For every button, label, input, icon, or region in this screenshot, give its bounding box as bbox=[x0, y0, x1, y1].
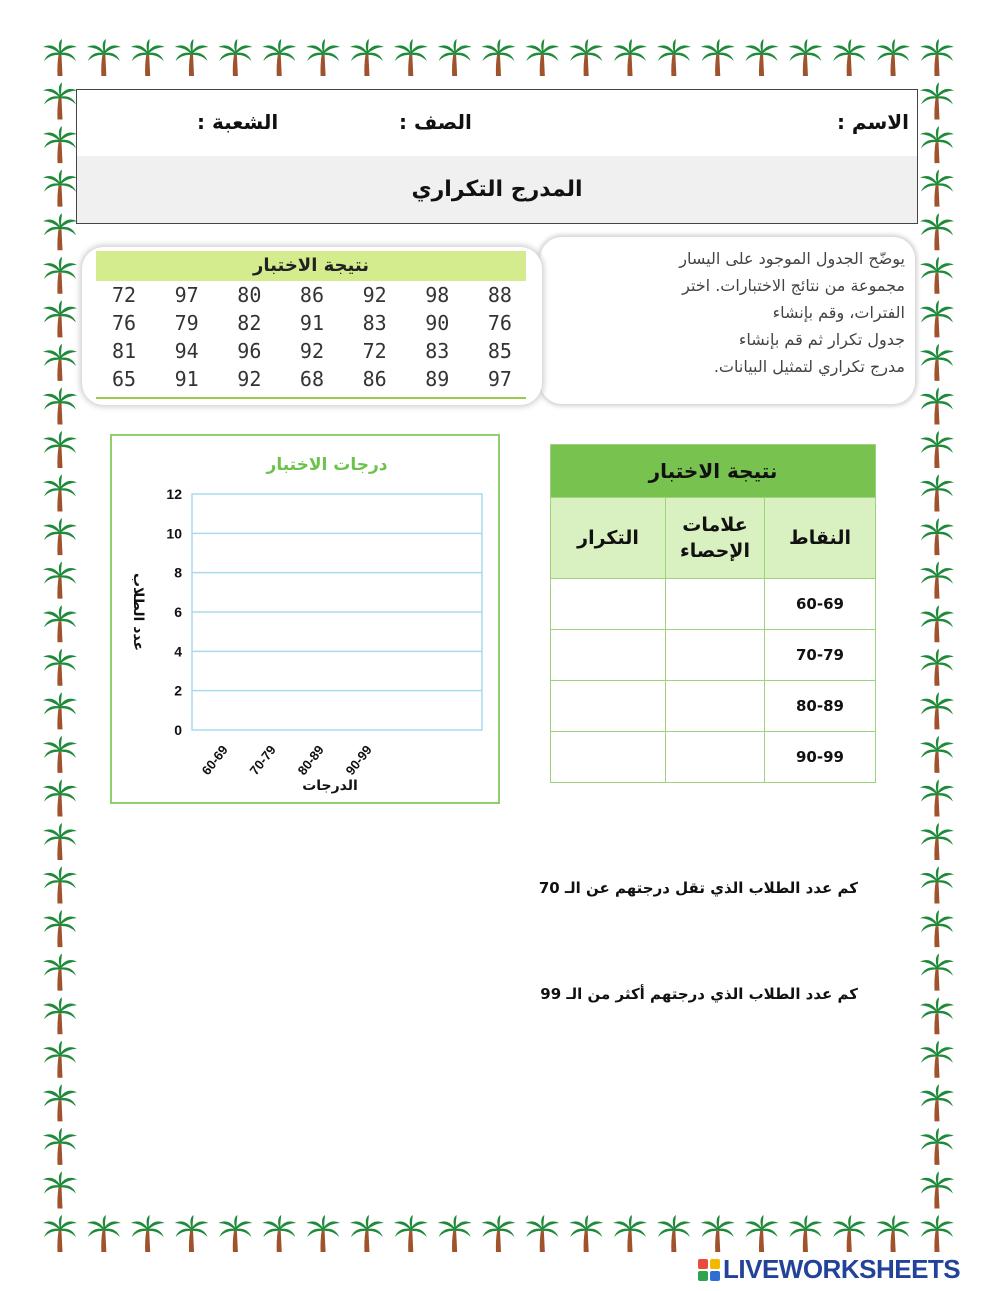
y-tick-label: 6 bbox=[174, 604, 182, 620]
table-row bbox=[551, 579, 876, 630]
palm-tree-icon bbox=[87, 39, 121, 76]
palm-tree-icon bbox=[920, 39, 954, 76]
frequency-input-cell[interactable] bbox=[551, 681, 666, 732]
palm-tree-icon bbox=[482, 39, 516, 76]
liveworksheets-logo-icon bbox=[698, 1259, 720, 1281]
palm-tree-icon bbox=[175, 39, 209, 76]
x-tick-label: 60-69 bbox=[198, 742, 231, 778]
palm-tree-icon bbox=[876, 1215, 910, 1252]
score-value: 65 bbox=[112, 367, 137, 391]
palm-tree-icon bbox=[701, 1215, 735, 1252]
palm-tree-icon bbox=[920, 1041, 954, 1078]
score-value: 72 bbox=[362, 339, 387, 363]
palm-tree-icon bbox=[43, 300, 77, 337]
score-value: 76 bbox=[112, 311, 137, 335]
palm-tree-icon bbox=[306, 39, 340, 76]
frequency-input-cell[interactable] bbox=[551, 579, 666, 630]
x-tick-label: 70-79 bbox=[246, 742, 279, 778]
palm-tree-icon bbox=[920, 1215, 954, 1252]
y-tick-label: 8 bbox=[174, 564, 182, 581]
palm-tree-icon bbox=[613, 1215, 647, 1252]
histogram-svg bbox=[112, 436, 498, 802]
instruction-line: يوضّح الجدول الموجود على اليسار bbox=[679, 249, 905, 268]
palm-tree-icon bbox=[920, 1128, 954, 1165]
section-label: الشعبة : bbox=[197, 110, 279, 134]
palm-tree-icon bbox=[525, 39, 559, 76]
score-value: 92 bbox=[237, 367, 262, 391]
page-title: المدرج التكراري bbox=[76, 156, 918, 224]
points-header: النقاط bbox=[765, 498, 876, 579]
palm-tree-icon bbox=[43, 83, 77, 120]
score-value: 90 bbox=[425, 311, 450, 335]
frequency-table-title: نتيجة الاختبار bbox=[551, 445, 876, 498]
score-value: 86 bbox=[362, 367, 387, 391]
y-tick-label: 0 bbox=[174, 722, 182, 738]
histogram-chart bbox=[110, 434, 500, 804]
palm-tree-icon bbox=[920, 692, 954, 729]
palm-tree-icon bbox=[87, 1215, 121, 1252]
frequency-table bbox=[550, 444, 876, 783]
palm-tree-icon bbox=[920, 1171, 954, 1208]
score-value: 83 bbox=[362, 311, 387, 335]
brand-text: LIVEWORKSHEETS bbox=[723, 1254, 961, 1284]
score-value: 80 bbox=[237, 283, 262, 307]
palm-tree-icon bbox=[43, 387, 77, 424]
table-row bbox=[551, 630, 876, 681]
data-row bbox=[96, 365, 526, 393]
range-cell: 80-89 bbox=[765, 681, 876, 732]
palm-tree-icon bbox=[43, 1084, 77, 1121]
palm-tree-icon bbox=[43, 475, 77, 512]
y-tick-label: 2 bbox=[174, 682, 182, 699]
table-row bbox=[551, 681, 876, 732]
palm-tree-icon bbox=[218, 1215, 252, 1252]
palm-tree-icon bbox=[745, 1215, 779, 1252]
palm-tree-icon bbox=[43, 910, 77, 947]
y-tick-label: 10 bbox=[166, 525, 182, 542]
palm-tree-icon bbox=[43, 1215, 77, 1252]
tally-header-line: الإحصاء bbox=[680, 540, 750, 562]
score-value: 91 bbox=[299, 311, 325, 335]
question-2: كم عدد الطلاب الذي درجتهم أكثر من الـ 99 bbox=[540, 985, 858, 1003]
tally-input-cell[interactable] bbox=[666, 732, 765, 783]
palm-tree-icon bbox=[920, 83, 954, 120]
instruction-line: جدول تكرار ثم قم بإنشاء bbox=[738, 330, 905, 349]
palm-tree-icon bbox=[613, 39, 647, 76]
palm-tree-icon bbox=[438, 39, 472, 76]
test-results-card bbox=[82, 247, 542, 405]
liveworksheets-brand bbox=[698, 1254, 960, 1285]
palm-tree-icon bbox=[920, 867, 954, 904]
palm-tree-icon bbox=[788, 1215, 822, 1252]
x-tick-label: 80-89 bbox=[294, 742, 327, 778]
palm-tree-icon bbox=[920, 1084, 954, 1121]
palm-tree-icon bbox=[569, 1215, 603, 1252]
palm-tree-icon bbox=[131, 39, 165, 76]
palm-tree-icon bbox=[43, 649, 77, 686]
score-value: 83 bbox=[425, 339, 450, 363]
palm-tree-icon bbox=[43, 1041, 77, 1078]
frequency-input-cell[interactable] bbox=[551, 630, 666, 681]
range-cell: 90-99 bbox=[765, 732, 876, 783]
palm-tree-icon bbox=[920, 562, 954, 599]
palm-tree-icon bbox=[920, 605, 954, 642]
class-label: الصف : bbox=[399, 110, 472, 134]
score-value: 68 bbox=[299, 367, 325, 391]
palm-tree-icon bbox=[43, 431, 77, 468]
palm-tree-icon bbox=[43, 1128, 77, 1165]
data-row bbox=[96, 309, 526, 337]
palm-tree-icon bbox=[43, 170, 77, 207]
palm-tree-icon bbox=[832, 1215, 866, 1252]
palm-tree-icon bbox=[569, 39, 603, 76]
palm-tree-icon bbox=[43, 867, 77, 904]
palm-tree-icon bbox=[43, 954, 77, 991]
score-value: 97 bbox=[174, 283, 199, 307]
palm-tree-icon bbox=[350, 39, 384, 76]
data-row bbox=[96, 337, 526, 365]
palm-tree-icon bbox=[43, 562, 77, 599]
palm-tree-icon bbox=[350, 1215, 384, 1252]
palm-tree-icon bbox=[920, 736, 954, 773]
x-axis-label: الدرجات bbox=[302, 778, 358, 794]
score-value: 81 bbox=[112, 339, 137, 363]
palm-tree-icon bbox=[43, 692, 77, 729]
palm-tree-icon bbox=[218, 39, 252, 76]
palm-tree-icon bbox=[43, 213, 77, 250]
tally-input-cell[interactable] bbox=[666, 681, 765, 732]
score-value: 94 bbox=[174, 339, 199, 363]
palm-tree-icon bbox=[43, 823, 77, 860]
palm-tree-icon bbox=[920, 475, 954, 512]
student-info-header bbox=[76, 89, 918, 157]
test-results-rows bbox=[96, 281, 526, 393]
palm-tree-icon bbox=[920, 431, 954, 468]
palm-tree-icon bbox=[920, 170, 954, 207]
tally-input-cell[interactable] bbox=[666, 579, 765, 630]
palm-tree-icon bbox=[920, 779, 954, 816]
y-axis-label: عدد الطلاب bbox=[130, 572, 146, 652]
score-value: 91 bbox=[174, 367, 199, 391]
palm-tree-icon bbox=[438, 1215, 472, 1252]
table-row bbox=[551, 732, 876, 783]
score-value: 85 bbox=[487, 339, 512, 363]
tally-header-line: علامات bbox=[682, 514, 748, 536]
palm-tree-icon bbox=[920, 126, 954, 163]
score-value: 76 bbox=[487, 311, 512, 335]
palm-tree-icon bbox=[920, 649, 954, 686]
palm-tree-icon bbox=[175, 1215, 209, 1252]
score-value: 92 bbox=[362, 283, 387, 307]
score-value: 72 bbox=[112, 283, 137, 307]
palm-tree-icon bbox=[920, 344, 954, 381]
y-tick-label: 12 bbox=[166, 486, 182, 502]
instructions-text bbox=[550, 245, 905, 380]
palm-tree-icon bbox=[43, 518, 77, 555]
palm-tree-icon bbox=[920, 213, 954, 250]
palm-tree-icon bbox=[43, 126, 77, 163]
name-label: الاسم : bbox=[836, 110, 909, 134]
tally-header bbox=[666, 498, 765, 579]
palm-tree-icon bbox=[920, 823, 954, 860]
palm-tree-icon bbox=[920, 387, 954, 424]
range-cell: 60-69 bbox=[765, 579, 876, 630]
palm-tree-icon bbox=[920, 954, 954, 991]
palm-tree-icon bbox=[394, 1215, 428, 1252]
palm-tree-icon bbox=[745, 39, 779, 76]
palm-tree-icon bbox=[43, 736, 77, 773]
palm-tree-icon bbox=[43, 1171, 77, 1208]
frequency-input-cell[interactable] bbox=[551, 732, 666, 783]
palm-tree-icon bbox=[788, 39, 822, 76]
palm-tree-icon bbox=[394, 39, 428, 76]
palm-tree-icon bbox=[131, 1215, 165, 1252]
palm-tree-icon bbox=[920, 518, 954, 555]
palm-tree-icon bbox=[262, 39, 296, 76]
frequency-header: التكرار bbox=[551, 498, 666, 579]
palm-tree-icon bbox=[482, 1215, 516, 1252]
palm-tree-icon bbox=[43, 779, 77, 816]
score-value: 89 bbox=[425, 367, 450, 391]
instruction-line: الفترات، وقم بإنشاء bbox=[772, 303, 905, 322]
instruction-line: مجموعة من نتائج الاختبارات. اختر bbox=[682, 276, 905, 295]
palm-tree-icon bbox=[920, 300, 954, 337]
palm-tree-icon bbox=[701, 39, 735, 76]
chart-title: درجات الاختبار bbox=[266, 455, 388, 475]
score-value: 82 bbox=[237, 311, 262, 335]
palm-tree-icon bbox=[43, 257, 77, 294]
palm-tree-icon bbox=[262, 1215, 296, 1252]
palm-tree-icon bbox=[920, 257, 954, 294]
score-value: 96 bbox=[237, 339, 262, 363]
score-value: 88 bbox=[487, 283, 512, 307]
score-value: 79 bbox=[174, 311, 199, 335]
y-tick-label: 4 bbox=[174, 643, 182, 660]
score-value: 98 bbox=[425, 283, 450, 307]
test-results-title: نتيجة الاختبار bbox=[96, 251, 526, 281]
palm-tree-icon bbox=[876, 39, 910, 76]
palm-tree-icon bbox=[43, 605, 77, 642]
score-value: 86 bbox=[299, 283, 325, 307]
test-results-table bbox=[96, 251, 526, 399]
palm-tree-icon bbox=[306, 1215, 340, 1252]
palm-tree-icon bbox=[43, 997, 77, 1034]
data-row bbox=[96, 281, 526, 309]
instruction-line: مدرج تكراري لتمثيل البيانات. bbox=[713, 357, 905, 376]
palm-tree-icon bbox=[657, 1215, 691, 1252]
palm-tree-icon bbox=[43, 344, 77, 381]
instructions-card bbox=[540, 237, 915, 404]
question-1: كم عدد الطلاب الذي تقل درجتهم عن الـ 70 bbox=[538, 879, 858, 897]
palm-tree-icon bbox=[832, 39, 866, 76]
score-value: 92 bbox=[299, 339, 325, 363]
palm-tree-icon bbox=[657, 39, 691, 76]
palm-tree-icon bbox=[920, 910, 954, 947]
palm-tree-icon bbox=[525, 1215, 559, 1252]
x-tick-label: 90-99 bbox=[342, 742, 375, 778]
score-value: 97 bbox=[487, 367, 512, 391]
range-cell: 70-79 bbox=[765, 630, 876, 681]
tally-input-cell[interactable] bbox=[666, 630, 765, 681]
palm-tree-icon bbox=[920, 997, 954, 1034]
palm-tree-icon bbox=[43, 39, 77, 76]
